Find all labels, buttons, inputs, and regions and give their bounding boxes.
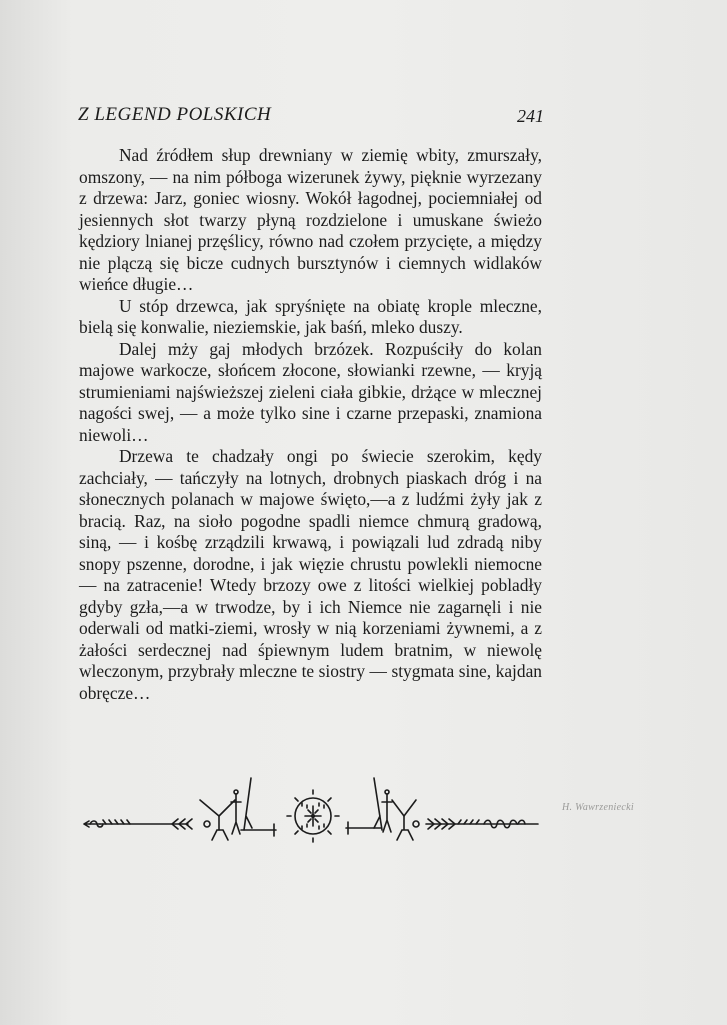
- left-figure-icon: [200, 778, 276, 840]
- small-circle-icon: [413, 821, 419, 827]
- body-text: [79, 145, 542, 704]
- right-vine-icon: [426, 819, 538, 829]
- page-header: [78, 104, 544, 132]
- page-number: 241: [517, 106, 544, 126]
- small-circle-icon: [204, 821, 210, 827]
- running-title: Z LEGEND POLSKICH: [78, 104, 272, 125]
- paragraph: U stóp drzewca, jak spryśnięte na obiatę krople mleczne, bielą się konwalie, nieziemskie, jak baśń, mleko duszy.: [79, 295, 542, 337]
- right-figure-icon: [346, 778, 416, 840]
- sun-wheel-icon: [287, 790, 339, 842]
- pencil-signature: H. Wawrzeniecki: [562, 802, 634, 813]
- paragraph: Drzewa te chadzały ongi po świecie szerokim, kędy zachciały, — tańczyły na lotnych, drobnych piaskach dróg i na słonecznych polanach w majowe święto,—a z ludźmi żyły jak z bracią. Raz, na sioło pogodne spadli niemce chmurą gradową, siną, — i kośbę zrządzili krwawą, i powiązali lud zdradą niby snopy pszenne, dorodne, i jak więzie chrustu powlekli niemocne — na zatracenie! Wtedy brzozy owe z litości wielkiej pobladły gdyby gzła,—a w trwodze, by i ich Niemce nie zagarnęli i nie oderwali od matki-ziemi, wrosły w nią korzeniami żywnemi, a z żałości serdecznej nad śpiewnym ludem bratnim, w niewolę wleczonym, przybrały mleczne te siostry — stygmata sine, kajdan obręcze…: [79, 446, 542, 703]
- folk-ornament: [76, 770, 546, 850]
- left-vine-icon: [84, 819, 192, 829]
- paragraph: Nad źródłem słup drewniany w ziemię wbity, zmurszały, omszony, — na nim półboga wizerunek żywy, pięknie wyrzezany z drzewa: Jarz, goniec wiosny. Wokół łagodnej, pociemniałej od jesiennych słot twarzy płyną rozdzielone i umuskane świeżo kędziory lnianej przęślicy, równo nad czołem przycięte, a między nie plączą się bicze cudnych bursztynów i ciemnych widlaków wieńce długie…: [79, 145, 542, 294]
- paragraph: Dalej mży gaj młodych brzózek. Rozpuściły do kolan majowe warkocze, słońcem złocone, słowianki rzewne, — kryją strumieniami najświeższej zieleni ciała gibkie, drżące w mlecznej nagości swej, — a może tylko sine i czarne przepaski, znamiona niewoli…: [79, 338, 542, 445]
